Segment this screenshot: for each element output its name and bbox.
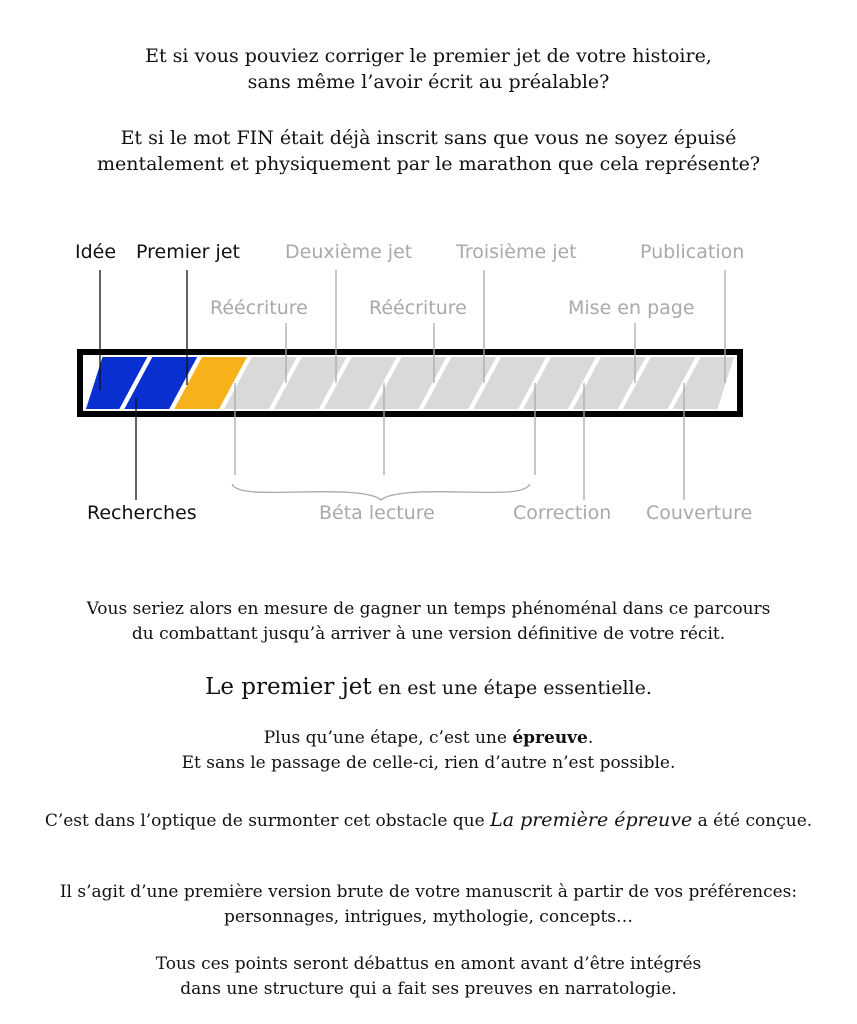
paragraph-optique <box>0 808 857 834</box>
label-reecriture-2: Réécriture <box>369 297 467 319</box>
intro-line-4: mentalement et physiquement par le marathon que cela représente? <box>96 153 761 175</box>
label-reecriture-1: Réécriture <box>210 297 308 319</box>
p4-line-2: personnages, intrigues, mythologie, concepts… <box>223 907 634 927</box>
label-publication: Publication <box>640 241 745 263</box>
p2-line-1-a: Plus qu’une étape, c’est une <box>263 728 513 748</box>
p2-line-1 <box>0 726 857 751</box>
p3-a: C’est dans l’optique de surmonter cet obstacle que <box>44 811 491 831</box>
highlight-rest: en est une étape essentielle. <box>371 677 652 699</box>
paragraph-gain-temps <box>0 597 857 647</box>
label-troisieme-jet: Troisième jet <box>456 241 577 263</box>
p2-line-1-b: . <box>587 728 594 748</box>
label-beta-lecture: Béta lecture <box>319 502 435 524</box>
label-recherches: Recherches <box>87 502 197 524</box>
progress-bar-fills <box>86 357 734 409</box>
p2-line-2: Et sans le passage de celle-ci, rien d’autre n’est possible. <box>181 753 676 773</box>
p3-b: a été conçue. <box>692 811 813 831</box>
p4-line-1: Il s’agit d’une première version brute de votre manuscrit à partir de vos préférences: <box>59 882 798 902</box>
label-idee: Idée <box>75 241 117 263</box>
paragraph-epreuve <box>0 726 857 776</box>
p3-italic-title: La première épreuve <box>490 809 693 831</box>
paragraph-version-brute <box>0 880 857 930</box>
label-premier-jet: Premier jet <box>136 241 240 263</box>
p5-line-1: Tous ces points seront débattus en amont avant d’être intégrés <box>155 954 702 974</box>
p5-line-2: dans une structure qui a fait ses preuves en narratologie. <box>180 979 677 999</box>
highlight-emphasis: Le premier jet <box>205 674 372 700</box>
paragraph-structure <box>0 952 857 1002</box>
intro-line-1: Et si vous pouviez corriger le premier jet de votre histoire, <box>145 45 712 67</box>
beta-lecture-brace <box>232 484 530 500</box>
label-correction: Correction <box>513 502 612 524</box>
label-mise-en-page: Mise en page <box>568 297 695 319</box>
label-couverture: Couverture <box>646 502 753 524</box>
p2-bold-epreuve: épreuve <box>512 728 588 748</box>
p1-line-2: du combattant jusqu’à arriver à une version définitive de votre récit. <box>131 624 726 644</box>
highlight-premier-jet <box>0 673 857 702</box>
label-deuxieme-jet: Deuxième jet <box>285 241 413 263</box>
intro-line-3: Et si le mot FIN était déjà inscrit sans que vous ne soyez épuisé <box>120 127 737 149</box>
intro-line-2: sans même l’avoir écrit au préalable? <box>247 71 610 93</box>
p1-line-1: Vous seriez alors en mesure de gagner un temps phénoménal dans ce parcours <box>86 599 771 619</box>
